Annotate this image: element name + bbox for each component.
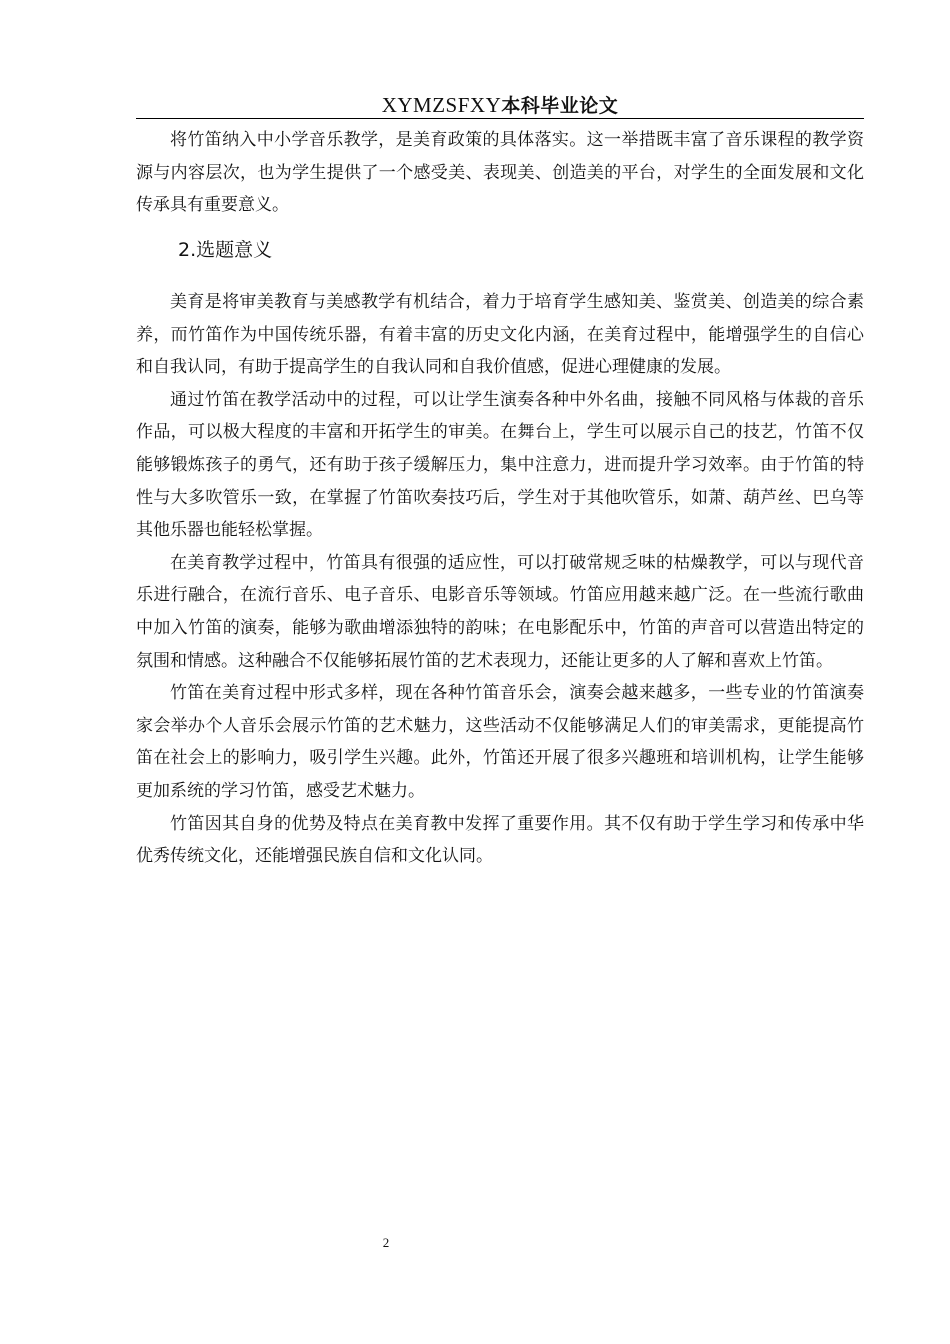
body-paragraph: 通过竹笛在教学活动中的过程，可以让学生演奏各种中外名曲，接触不同风格与体裁的音乐作品，可以极大程度的丰富和开拓学生的审美。在舞台上，学生可以展示自己的技艺，竹笛不仅能够锻炼孩子的勇气，还有助于孩子缓解压力，集中注意力，进而提升学习效率。由于竹笛的特性与大多吹管乐一致，在掌握了竹笛吹奏技巧后，学生对于其他吹管乐，如萧、葫芦丝、巴乌等其他乐器也能轻松掌握。 xyxy=(136,389,864,541)
body-paragraph: 竹笛在美育过程中形式多样，现在各种竹笛音乐会，演奏会越来越多，一些专业的竹笛演奏家会举办个人音乐会展示竹笛的艺术魅力，这些活动不仅能够满足人们的审美需求，更能提高竹笛在社会上的影响力，吸引学生兴趣。此外，竹笛还开展了很多兴趣班和培训机构，让学生能够更加系统的学习竹笛，感受艺术魅力。 xyxy=(136,683,864,801)
header-rule xyxy=(136,118,864,119)
section-body xyxy=(136,286,864,873)
intro-block xyxy=(136,124,864,222)
body-paragraph: 在美育教学过程中，竹笛具有很强的适应性，可以打破常规乏味的枯燥教学，可以与现代音乐进行融合，在流行音乐、电子音乐、电影音乐等领域。竹笛应用越来越广泛。在一些流行歌曲中加入竹笛的演奏，能够为歌曲增添独特的韵味；在电影配乐中，竹笛的声音可以营造出特定的氛围和情感。这种融合不仅能够拓展竹笛的艺术表现力，还能让更多的人了解和喜欢上竹笛。 xyxy=(136,552,864,671)
intro-paragraph: 将竹笛纳入中小学音乐教学，是美育政策的具体落实。这一举措既丰富了音乐课程的教学资源与内容层次，也为学生提供了一个感受美、表现美、创造美的平台，对学生的全面发展和文化传承具有重要意义。 xyxy=(136,130,864,216)
section-title: 2.选题意义 xyxy=(178,239,273,261)
header-title: 本科毕业论文 xyxy=(501,95,619,117)
header-code: XYMZSFXY xyxy=(381,93,502,117)
page-header xyxy=(136,92,864,118)
body-paragraph: 美育是将审美教育与美感教学有机结合，着力于培育学生感知美、鉴赏美、创造美的综合素养，而竹笛作为中国传统乐器，有着丰富的历史文化内涵，在美育过程中，能增强学生的自信心和自我认同，有助于提高学生的自我认同和自我价值感，促进心理健康的发展。 xyxy=(136,292,864,378)
body-paragraph: 竹笛因其自身的优势及特点在美育教中发挥了重要作用。其不仅有助于学生学习和传承中华优秀传统文化，还能增强民族自信和文化认同。 xyxy=(136,813,864,867)
page-number: 2 xyxy=(382,1235,390,1250)
